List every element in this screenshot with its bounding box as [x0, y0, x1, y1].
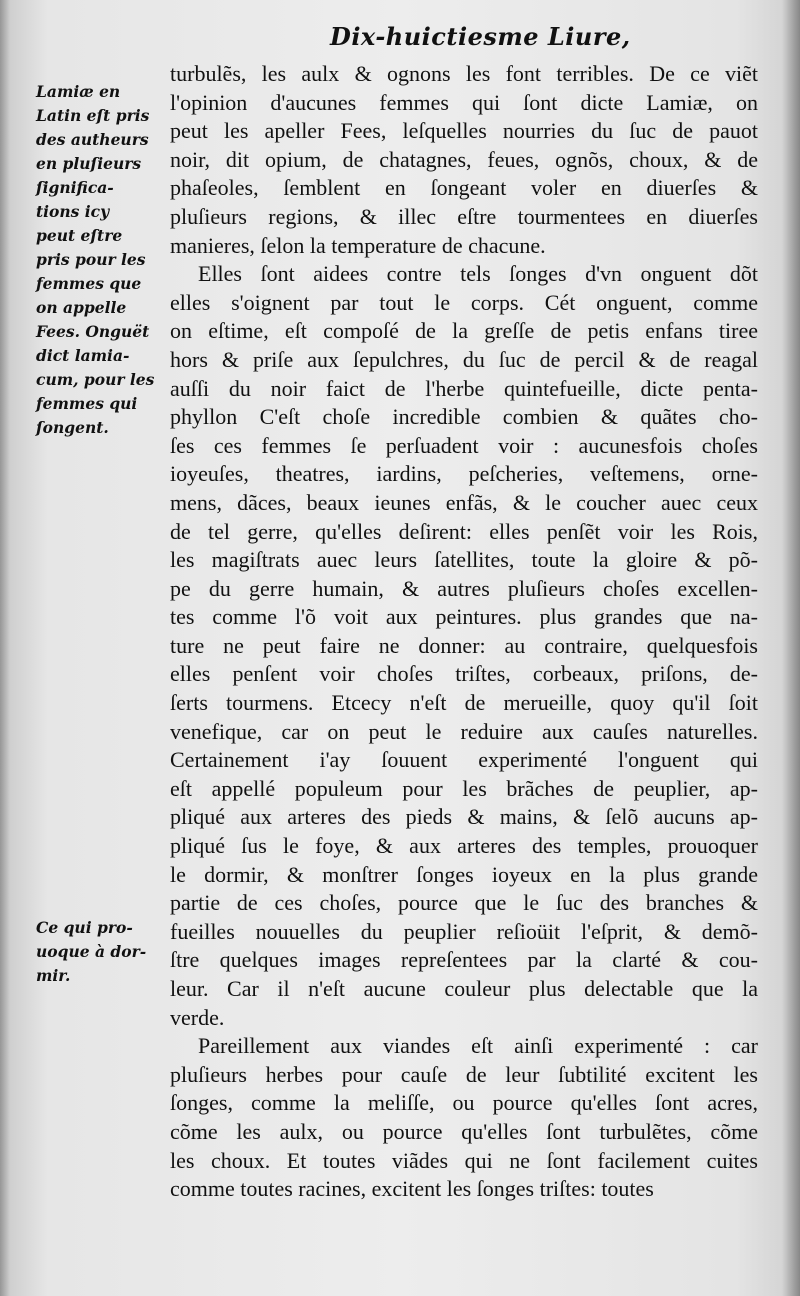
margin-note-lamiae	[36, 80, 164, 440]
margin-note-line: Ce qui pro-	[36, 918, 133, 937]
margin-note-line: peut eſtre	[36, 226, 123, 245]
text-line: elles s'oignent par tout le corps. Cét onguent, comme	[170, 289, 758, 315]
text-line: turbulẽs, les aulx & ognons les font terribles. De ce viẽt	[170, 61, 758, 86]
margin-note-line: femmes qui	[36, 394, 138, 413]
text-line: pliqué aux arteres des pieds & mains, & ſelõ aucuns ap-	[170, 804, 758, 830]
text-line: fueilles nouuelles du peuplier reſioüit l'eſprit, & demõ-	[170, 918, 758, 944]
text-line: hors & priſe aux ſepulchres, du ſuc de percil & de reagal	[170, 346, 758, 372]
text-line: cõme les aulx, ou pource qu'elles ſont turbulẽtes, cõme	[170, 1118, 758, 1144]
margin-note-line: femmes que	[36, 274, 142, 293]
text-line: auſſi du noir faict de l'herbe quintefueille, dicte penta-	[170, 375, 758, 401]
text-line: partie de ces choſes, pource que le ſuc des branches &	[170, 890, 758, 916]
text-line: le dormir, & monſtrer ſonges ioyeux en la plus grande	[170, 861, 758, 887]
text-line: phaſeoles, ſemblent en ſongeant voler en diuerſes &	[170, 175, 758, 201]
text-line: pluſieurs regions, & illec eſtre tourmentees en diuerſes	[170, 203, 758, 229]
text-line: Certainement i'ay ſouuent experimenté l'onguent qui	[170, 747, 758, 773]
text-line: ſonges, comme la meliſſe, ou pource qu'elles ſont acres,	[170, 1090, 758, 1116]
text-line: phyllon C'eſt choſe incredible combien & quãtes cho-	[170, 404, 758, 430]
text-line: venefique, car on peut le reduire aux cauſes naturelles.	[170, 718, 758, 744]
text-line: manieres, ſelon la temperature de chacune.	[170, 232, 546, 258]
text-line: peut les apeller Fees, leſquelles nourries du ſuc de pauot	[170, 118, 758, 144]
margin-note-line: Latin eſt pris	[36, 106, 150, 125]
margin-note-line: tions icy	[36, 202, 110, 221]
page-edge-shadow	[782, 0, 800, 1296]
text-line: pluſieurs herbes pour cauſe de leur ſubtilité excitent les	[170, 1061, 758, 1087]
text-line: mens, dãces, beaux ieunes enfãs, & le coucher auec ceux	[170, 489, 758, 515]
text-line: verde.	[170, 1004, 225, 1030]
margin-note-line: Fees. Onguët	[36, 322, 150, 341]
main-text-block	[170, 60, 758, 1204]
margin-note-line: en pluſieurs	[36, 154, 142, 173]
margin-note-line: uoque à dor-	[36, 942, 147, 961]
margin-note-line: on appelle	[36, 298, 127, 317]
text-line: ſerts tourmens. Etcecy n'eſt de merueille, quoy qu'il ſoit	[170, 690, 758, 716]
text-line: l'opinion d'aucunes femmes qui ſont dicte Lamiæ, on	[170, 89, 758, 115]
text-line: Pareillement aux viandes eſt ainſi experimenté : car	[198, 1033, 758, 1059]
margin-note-line: pris pour les	[36, 250, 146, 269]
page-gutter-shadow	[0, 0, 10, 1296]
text-line: ioyeuſes, theatres, iardins, peſcheries, veſtemens, orne-	[170, 461, 758, 487]
text-line: ture ne peut faire ne donner: au contraire, quelquesfois	[170, 632, 758, 658]
margin-note-line: des autheurs	[36, 130, 149, 149]
text-line: pliqué ſus le foye, & aux arteres des temples, prouoquer	[170, 833, 758, 859]
margin-note-line: mir.	[36, 966, 71, 985]
text-line: ſes ces femmes ſe perſuadent voir : aucunesfois choſes	[170, 432, 758, 458]
margin-note-line: cum, pour les	[36, 370, 155, 389]
text-line: comme toutes racines, excitent les ſonges triſtes: toutes	[170, 1176, 654, 1202]
margin-note-sleep	[36, 916, 164, 988]
text-line: on eſtime, eſt compoſé de la greſſe de petis enfans tiree	[170, 318, 758, 344]
running-head: Dix-huictiesme Liure,	[330, 22, 631, 51]
text-line: les choux. Et toutes viãdes qui ne ſont facilement cuites	[170, 1147, 758, 1173]
margin-note-line: ſignifica-	[36, 178, 114, 197]
text-line: de tel gerre, qu'elles deſirent: elles penſẽt voir les Rois,	[170, 518, 758, 544]
text-line: eſt appellé populeum pour les brãches de peuplier, ap-	[170, 775, 758, 801]
text-line: noir, dit opium, de chatagnes, feues, ognõs, choux, & de	[170, 146, 758, 172]
margin-note-line: Lamiæ en	[36, 82, 121, 101]
text-line: ſtre quelques images repreſentees par la clarté & cou-	[170, 947, 758, 973]
text-line: pe du gerre humain, & autres pluſieurs choſes excellen-	[170, 575, 758, 601]
margin-note-line: ſongent.	[36, 418, 109, 437]
text-line: Elles ſont aidees contre tels ſonges d'vn onguent dõt	[198, 261, 758, 287]
text-line: les magiſtrats auec leurs ſatellites, toute la gloire & põ-	[170, 547, 758, 573]
text-line: tes comme l'õ voit aux peintures. plus grandes que na-	[170, 604, 758, 630]
text-line: elles penſent voir choſes triſtes, corbeaux, priſons, de-	[170, 661, 758, 687]
text-line: leur. Car il n'eſt aucune couleur plus delectable que la	[170, 976, 758, 1001]
margin-note-line: dict lamia-	[36, 346, 130, 365]
